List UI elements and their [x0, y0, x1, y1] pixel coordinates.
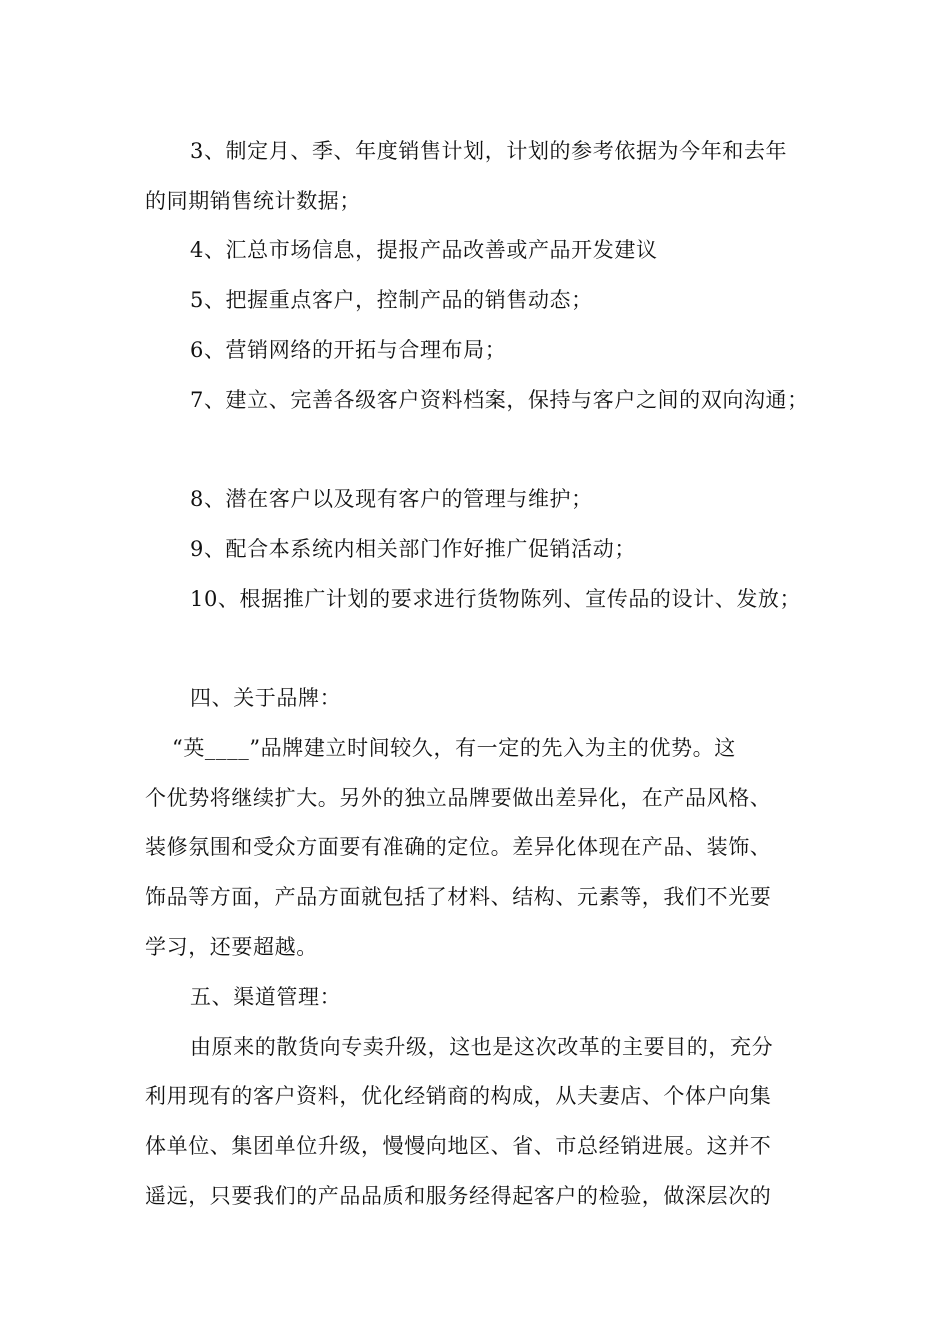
list-item-8: 8、潜在客户以及现有客户的管理与维护；	[190, 487, 593, 511]
list-item-6: 6、营销网络的开拓与合理布局；	[190, 338, 507, 362]
channel-paragraph-line-3: 体单位、集团单位升级，慢慢向地区、省、市总经销进展。这并不	[145, 1134, 772, 1158]
brand-paragraph-line-4: 饰品等方面，产品方面就包括了材料、结构、元素等，我们不光要	[145, 885, 772, 909]
brand-paragraph-line-5: 学习，还要超越。	[145, 935, 318, 959]
section-heading-brand: 四、关于品牌：	[190, 686, 342, 710]
list-item-3: 3、制定月、季、年度销售计划，计划的参考依据为今年和去年	[190, 139, 788, 163]
list-item-7: 7、建立、完善各级客户资料档案，保持与客户之间的双向沟通；	[190, 388, 809, 412]
list-item-10: 10、根据推广计划的要求进行货物陈列、宣传品的设计、发放；	[190, 587, 802, 611]
channel-paragraph-line-1: 由原来的散货向专卖升级，这也是这次改革的主要目的，充分	[190, 1035, 774, 1059]
channel-paragraph-line-2: 利用现有的客户资料，优化经销商的构成，从夫妻店、个体户向集	[145, 1084, 772, 1108]
brand-paragraph-line-1: “英____”品牌建立时间较久，有一定的先入为主的优势。这	[172, 736, 736, 760]
list-item-9: 9、配合本系统内相关部门作好推广促销活动；	[190, 537, 636, 561]
list-item-4: 4、汇总市场信息，提报产品改善或产品开发建议	[190, 238, 658, 262]
list-item-3-continued: 的同期销售统计数据；	[145, 189, 361, 213]
channel-paragraph-line-4: 遥远，只要我们的产品品质和服务经得起客户的检验，做深层次的	[145, 1184, 772, 1208]
brand-paragraph-line-3: 装修氛围和受众方面要有准确的定位。差异化体现在产品、装饰、	[145, 835, 772, 859]
list-item-5: 5、把握重点客户，控制产品的销售动态；	[190, 288, 593, 312]
brand-paragraph-line-2: 个优势将继续扩大。另外的独立品牌要做出差异化，在产品风格、	[145, 786, 772, 810]
section-heading-channel: 五、渠道管理：	[190, 985, 342, 1009]
